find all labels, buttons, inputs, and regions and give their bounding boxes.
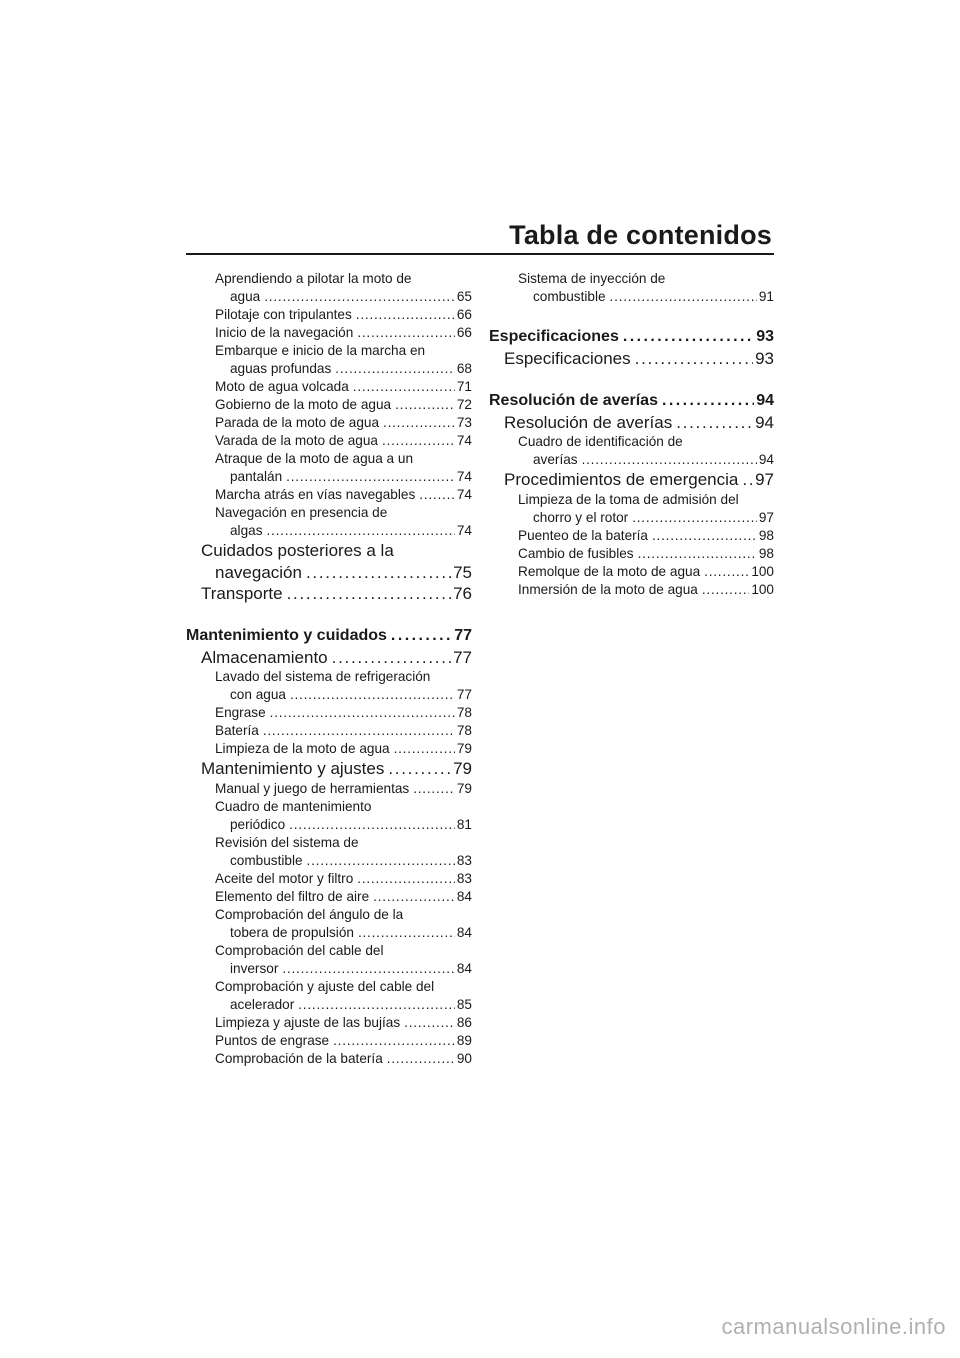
toc-entry-page: 79: [453, 759, 472, 779]
toc-leader-dots: [358, 924, 455, 942]
toc-entry-page: 65: [456, 289, 472, 304]
toc-entry-page: 100: [751, 563, 774, 579]
toc-entry-title: Especificaciones: [504, 349, 631, 368]
toc-leader-dots: [632, 509, 757, 527]
toc-entry[interactable]: [186, 396, 472, 414]
toc-entry-page: 84: [456, 888, 472, 904]
toc-entry-page: 83: [456, 852, 472, 868]
toc-entry-page: 94: [756, 391, 774, 409]
toc-entry[interactable]: [489, 326, 774, 348]
toc-entry-page: 100: [751, 581, 774, 597]
page-title: Tabla de contenidos: [509, 220, 772, 250]
toc-entry-page: 66: [456, 325, 472, 340]
toc-entry-page: 97: [758, 509, 774, 525]
toc-entry-page: 66: [456, 307, 472, 322]
toc-leader-dots: [413, 780, 455, 798]
toc-entry[interactable]: [489, 469, 774, 491]
toc-leader-dots: [332, 647, 451, 669]
toc-entry[interactable]: [186, 324, 472, 342]
toc-entry-title: Varada de la moto de agua: [215, 433, 378, 448]
toc-entry-title: Procedimientos de emergencia: [504, 470, 739, 490]
toc-entry-page: 74: [456, 523, 472, 538]
toc-entry[interactable]: [186, 625, 472, 647]
toc-entry-title: pantalán: [230, 469, 283, 484]
toc-leader-dots: [635, 348, 753, 370]
toc-entry-title: Resolución de averías: [504, 412, 673, 432]
toc-entry-title: combustible: [533, 289, 606, 304]
toc-leader-dots: [306, 562, 451, 584]
toc-entry[interactable]: [186, 1050, 472, 1068]
toc-left-column: [186, 270, 472, 1068]
toc-entry-title: chorro y el rotor: [533, 509, 629, 525]
toc-entry-title: Puntos de engrase: [215, 1032, 330, 1048]
toc-entry-page: 74: [456, 469, 472, 484]
toc-leader-dots: [270, 704, 455, 722]
toc-entry[interactable]: [186, 270, 472, 306]
toc-entry-title: Marcha atrás en vías navegables: [215, 487, 416, 502]
toc-entry[interactable]: [186, 1032, 472, 1050]
toc-leader-dots: [353, 378, 455, 396]
toc-entry[interactable]: [186, 1014, 472, 1032]
toc-leader-dots: [394, 740, 455, 758]
toc-leader-dots: [582, 451, 757, 469]
toc-entry-title: Elemento del filtro de aire: [215, 888, 370, 904]
toc-entry[interactable]: [186, 780, 472, 798]
toc-leader-dots: [387, 1050, 455, 1068]
toc-entry-title: Engrase: [215, 705, 266, 721]
toc-entry-title: con agua: [230, 687, 286, 703]
toc-leader-dots: [388, 758, 451, 780]
site-watermark: carmanualsonline.info: [721, 1314, 946, 1339]
toc-entry[interactable]: [186, 306, 472, 324]
toc-entry-page: 94: [758, 452, 774, 468]
toc-entry[interactable]: [186, 450, 472, 486]
toc-entry-title: Batería: [215, 723, 259, 739]
toc-entry[interactable]: [186, 906, 472, 942]
toc-entry-page: 77: [453, 647, 472, 667]
toc-entry[interactable]: [489, 390, 774, 412]
toc-entry-title: Aprendiendo a pilotar la moto de: [215, 271, 412, 286]
toc-entry-page: 73: [456, 415, 472, 430]
toc-entry-page: 97: [755, 470, 774, 490]
toc-entry-page: 83: [456, 870, 472, 886]
toc-entry-title: combustible: [230, 852, 303, 868]
toc-leader-dots: [357, 324, 455, 342]
toc-entry-page: 76: [453, 584, 472, 604]
toc-entry[interactable]: [489, 491, 774, 527]
toc-leader-dots: [357, 870, 455, 888]
toc-entry[interactable]: [186, 647, 472, 669]
toc-entry-page: 75: [453, 562, 472, 582]
toc-leader-dots: [419, 486, 455, 504]
toc-entry-title: Embarque e inicio de la marcha en: [215, 343, 426, 358]
toc-entry[interactable]: [186, 668, 472, 704]
toc-entry-title: Remolque de la moto de agua: [518, 563, 701, 579]
toc-entry-title: Lavado del sistema de refrigeración: [215, 669, 431, 685]
toc-entry-title: Especificaciones: [489, 328, 619, 345]
toc-entry[interactable]: [186, 432, 472, 450]
toc-entry-title: tobera de propulsión: [230, 924, 354, 940]
toc-leader-dots: [267, 522, 455, 540]
toc-entry-page: 85: [456, 996, 472, 1012]
toc-entry-title: Cambio de fusibles: [518, 545, 634, 561]
toc-entry-page: 71: [456, 379, 472, 394]
toc-entry-page: 81: [456, 816, 472, 832]
toc-entry-page: 78: [456, 723, 472, 739]
toc-entry[interactable]: [489, 563, 774, 581]
toc-entry-title: Cuidados posteriores a la: [201, 541, 394, 560]
toc-entry-page: 91: [758, 289, 774, 304]
toc-leader-dots: [704, 563, 749, 581]
toc-entry-title: Inmersión de la moto de agua: [518, 581, 698, 597]
toc-leader-dots: [307, 852, 455, 870]
toc-entry[interactable]: [186, 740, 472, 758]
toc-entry[interactable]: [186, 378, 472, 396]
toc-entry-title: Mantenimiento y ajustes: [201, 759, 385, 779]
toc-entry[interactable]: [186, 834, 472, 870]
toc-leader-dots: [286, 468, 455, 486]
toc-entry-title: Navegación en presencia de: [215, 505, 388, 520]
toc-leader-dots: [623, 326, 754, 348]
toc-entry-title: Limpieza de la moto de agua: [215, 741, 390, 757]
toc-leader-dots: [652, 527, 757, 545]
toc-entry-title: periódico: [230, 816, 286, 832]
toc-entry-page: 89: [456, 1032, 472, 1048]
toc-entry[interactable]: [489, 433, 774, 469]
toc-entry-title: Comprobación de la batería: [215, 1050, 383, 1066]
toc-leader-dots: [282, 960, 455, 978]
toc-entry-title: Moto de agua volcada: [215, 379, 349, 394]
toc-entry[interactable]: [186, 722, 472, 740]
toc-entry-title: Limpieza y ajuste de las bujías: [215, 1014, 401, 1030]
toc-entry-title: Sistema de inyección de: [518, 271, 666, 286]
toc-leader-dots: [395, 396, 455, 414]
toc-entry-title: Comprobación del cable del: [215, 942, 384, 958]
toc-leader-dots: [263, 722, 455, 740]
toc-entry-page: 77: [456, 687, 472, 703]
toc-entry-title: Cuadro de mantenimiento: [215, 798, 372, 814]
toc-leader-dots: [638, 545, 757, 563]
toc-entry-title: Gobierno de la moto de agua: [215, 397, 392, 412]
toc-entry[interactable]: [186, 342, 472, 378]
toc-entry[interactable]: [489, 527, 774, 545]
toc-entry-page: 74: [456, 433, 472, 448]
toc-entry-page: 98: [758, 545, 774, 561]
toc-entry-title: Puenteo de la batería: [518, 527, 648, 543]
toc-leader-dots: [610, 288, 757, 306]
toc-entry[interactable]: [186, 504, 472, 540]
toc-entry-page: 93: [755, 349, 774, 368]
toc-entry-page: 79: [456, 780, 472, 796]
toc-entry-page: 79: [456, 741, 472, 757]
toc-entry[interactable]: [186, 414, 472, 432]
toc-leader-dots: [382, 432, 455, 450]
toc-leader-dots: [289, 816, 455, 834]
toc-entry[interactable]: [186, 942, 472, 978]
toc-entry[interactable]: [186, 758, 472, 780]
toc-entry-title: averías: [533, 452, 578, 468]
toc-entry-page: 72: [456, 397, 472, 412]
toc-entry-title: algas: [230, 523, 263, 538]
toc-leader-dots: [702, 581, 749, 599]
toc-entry[interactable]: [186, 486, 472, 504]
toc-entry-page: 94: [755, 412, 774, 432]
toc-entry-page: 93: [756, 328, 774, 345]
toc-entry-title: Inicio de la navegación: [215, 325, 354, 340]
toc-entry-page: 84: [456, 924, 472, 940]
toc-entry-title: Atraque de la moto de agua a un: [215, 451, 414, 466]
toc-leader-dots: [742, 469, 753, 491]
toc-entry-title: inversor: [230, 960, 279, 976]
toc-leader-dots: [298, 996, 455, 1014]
toc-entry-title: acelerador: [230, 996, 295, 1012]
toc-entry-title: Revisión del sistema de: [215, 834, 359, 850]
toc-entry[interactable]: [489, 545, 774, 563]
toc-entry[interactable]: [186, 704, 472, 722]
toc-entry-title: navegación: [215, 562, 302, 582]
toc-entry-title: Parada de la moto de agua: [215, 415, 380, 430]
toc-entry-title: Cuadro de identificación de: [518, 434, 683, 450]
toc-entry-page: 78: [456, 705, 472, 721]
toc-entry-page: 98: [758, 527, 774, 543]
toc-entry-page: 68: [456, 361, 472, 376]
toc-entry-title: Comprobación y ajuste del cable del: [215, 978, 435, 994]
toc-entry-page: 77: [454, 626, 472, 644]
toc-leader-dots: [662, 390, 754, 412]
toc-entry-title: agua: [230, 289, 261, 304]
title-rule: [186, 253, 774, 255]
toc-entry-page: 84: [456, 960, 472, 976]
toc-leader-dots: [383, 414, 455, 432]
toc-entry[interactable]: [186, 583, 472, 605]
toc-leader-dots: [290, 686, 455, 704]
toc-entry[interactable]: [489, 581, 774, 599]
toc-entry-title: Transporte: [201, 584, 283, 604]
toc-leader-dots: [264, 288, 455, 306]
toc-entry-title: Mantenimiento y cuidados: [186, 626, 387, 644]
toc-entry[interactable]: [186, 540, 472, 583]
toc-entry-title: Manual y juego de herramientas: [215, 780, 410, 796]
toc-entry-title: aguas profundas: [230, 361, 332, 376]
toc-entry-title: Limpieza de la toma de admisión del: [518, 491, 739, 507]
toc-leader-dots: [287, 583, 452, 605]
toc-leader-dots: [404, 1014, 455, 1032]
toc-entry[interactable]: [186, 888, 472, 906]
toc-leader-dots: [391, 625, 452, 647]
toc-entry[interactable]: [186, 978, 472, 1014]
toc-entry-title: Comprobación del ángulo de la: [215, 906, 404, 922]
toc-entry[interactable]: [489, 270, 774, 306]
toc-leader-dots: [356, 306, 455, 324]
toc-leader-dots: [676, 412, 753, 434]
toc-entry[interactable]: [489, 412, 774, 434]
toc-entry-title: Resolución de averías: [489, 391, 658, 409]
toc-entry-page: 86: [456, 1014, 472, 1030]
toc-leader-dots: [335, 360, 455, 378]
toc-entry-page: 90: [456, 1050, 472, 1066]
toc-right-column: [489, 270, 774, 599]
toc-entry-title: Aceite del motor y filtro: [215, 870, 354, 886]
toc-entry[interactable]: [489, 348, 774, 370]
toc-entry-page: 74: [456, 487, 472, 502]
toc-entry[interactable]: [186, 870, 472, 888]
toc-leader-dots: [333, 1032, 455, 1050]
toc-leader-dots: [373, 888, 455, 906]
toc-entry[interactable]: [186, 798, 472, 834]
toc-entry-title: Almacenamiento: [201, 647, 328, 667]
toc-entry-title: Pilotaje con tripulantes: [215, 307, 352, 322]
